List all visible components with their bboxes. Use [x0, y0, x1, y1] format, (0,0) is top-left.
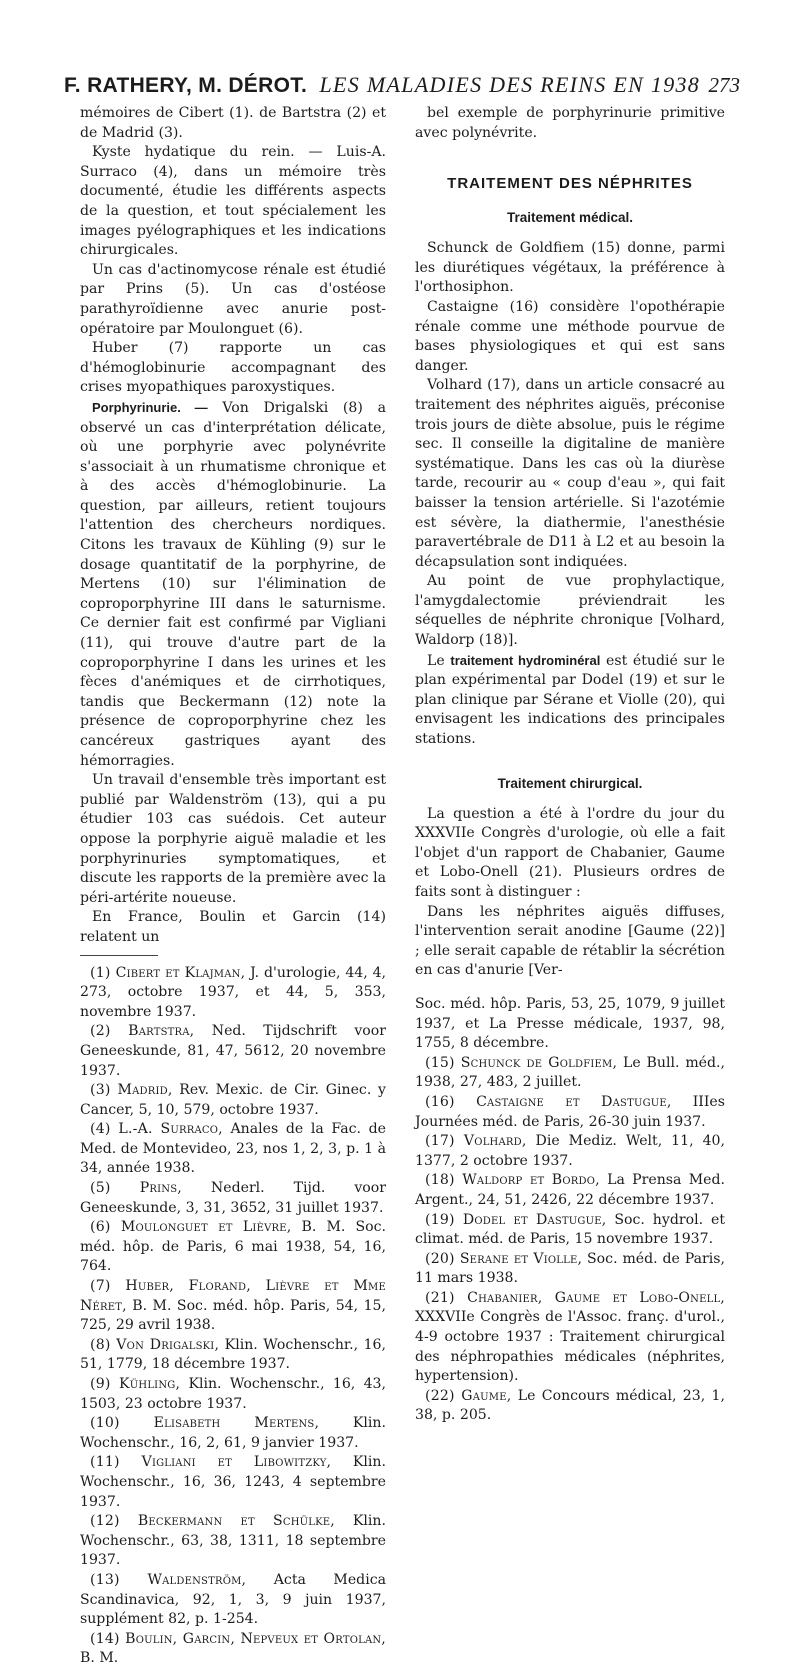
paragraph-prophylaxis: Au point de vue prophylactique, l'amygdalectomie préviendrait les séquelles de néphrite chronique [Volhard, Waldorp (18)]. [415, 573, 725, 649]
footnotes-left [80, 964, 386, 1669]
paragraph: mémoires de Cibert (1). de Bartstra (2) et de Madrid (3). [80, 105, 386, 141]
paragraph-waldenstrom: Un travail d'ensemble très important est publié par Waldenström (13), qui a pu étudier 103 cas suédois. Cet auteur oppose la porphyrie aiguë maladie et les porphyrinuries symptomatiques, et discute les rapports de la première avec la péri-artérite noueuse. [80, 772, 386, 906]
footnote: (12) Beckermann et Schülke, Klin. Wochenschr., 63, 38, 1311, 18 septembre 1937. [80, 1513, 386, 1569]
paragraph-volhard: Volhard (17), dans un article consacré au traitement des néphrites aiguës, préconise trois jours de diète absolue, puis le régime sec. Il conseille la digitaline de manière systématique. Dans les cas où la diurèse tarde, recourir au « coup d'eau », qui fait baisser la tension artérielle. Si l'azotémie est sévère, la diathermie, l'anesthésie paravertébrale de D11 à L2 et au besoin la décapsulation sont indiquées. [415, 377, 725, 570]
paragraph-hydromineral: Le traitement hydrominéral est étudié sur le plan expérimental par Dodel (19) et sur le plan clinique par Sérane et Violle (20), qui envisagent les indications des principales stations. [415, 652, 726, 748]
footnote: (18) Waldorp et Bordo, La Prensa Med. Argent., 24, 51, 2426, 22 décembre 1937. [415, 1172, 725, 1208]
footnote: (21) Chabanier, Gaume et Lobo-Onell, XXXVIIe Congrès de l'Assoc. franç. d'urol., 4-9 octobre 1937 : Traitement chirurgical des néphropathies médicales (néphrites, hypertension). [415, 1289, 725, 1385]
footnote: (15) Schunck de Goldfiem, Le Bull. méd., 1938, 27, 483, 2 juillet. [415, 1054, 726, 1091]
paragraph-schunck: Schunck de Goldfiem (15) donne, parmi les diurétiques végétaux, la préférence à l'orthosiphon. [415, 240, 725, 296]
header-title: LES MALADIES DES REINS EN 1938 [319, 72, 701, 97]
paragraph-huber: Huber (7) rapporte un cas d'hémoglobinurie accompagnant des crises myopathiques paroxystiques. [80, 340, 386, 396]
porphyrinurie-heading: Porphyrinurie. — [92, 399, 208, 415]
porphyrinurie-text: Von Drigalski (8) a observé un cas d'interprétation délicate, où une porphyrie avec polynévrite s'associait à un rhumatisme chronique et à des accès d'hémoglobinurie. La question, par ailleurs, retient toujours l'attention des chercheurs nordiques. Citons les travaux de Kühling (9) sur le dosage quantitatif de la porphyrine, de Mertens (10) sur l'élimination de coproporphyrine III dans le saturnisme. Ce dernier fait est confirmé par Vigliani (11), qui trouve d'autre part de la coproporphyrine I dans les urines et les fèces d'anémiques et de cirrhotiques, tandis que Beckermann (12) note la présence de coproporphyrine chez les cancéreux gastriques ayant des hémorragies. [80, 399, 386, 769]
footnote: (1) Cibert et Klajman, J. d'urologie, 44, 4, 273, octobre 1937, et 44, 5, 353, novembre 1937. [80, 964, 387, 1020]
paragraph-question: La question a été à l'ordre du jour du XXXVIIe Congrès d'urologie, où elle a fait l'objet d'un rapport de Chabanier, Gaume et Lobo-Onell (21). Plusieurs ordres de faits sont à distinguer : [415, 805, 725, 900]
footnote: (5) Prins, Nederl. Tijd. voor Geneeskunde, 3, 31, 3652, 31 juillet 1937. [80, 1180, 386, 1216]
footnote: (20) Serane et Violle, Soc. méd. de Paris, 11 mars 1938. [415, 1250, 726, 1287]
footnote: (8) Von Drigalski, Klin. Wochenschr., 16, 51, 1779, 18 décembre 1937. [80, 1336, 386, 1373]
left-column [80, 104, 386, 1669]
footnote: (14) Boulin, Garcin, Nepveux et Ortolan, B. M. [80, 1630, 386, 1667]
page-number: 273 [708, 73, 740, 97]
paragraph-kyste: Kyste hydatique du rein. — Luis-A. Surraco (4), dans un mémoire très documenté, étudie les différents aspects de la question, et tout spécialement les images pyélographiques et les indications chirurgicales. [80, 144, 386, 259]
paragraph-porphyria-example: bel exemple de porphyrinurie primitive avec polynévrite. [415, 105, 725, 141]
paragraph-actinomycose: Un cas d'actinomycose rénale est étudié par Prins (5). Un cas d'ostéose parathyroïdienne avec anurie post-opératoire par Moulonguet (6). [80, 261, 386, 337]
footnote: (11) Vigliani et Libowitzky, Klin. Wochenschr., 16, 36, 1243, 4 septembre 1937. [80, 1454, 386, 1510]
header-authors: F. RATHERY, M. DÉROT. [64, 74, 308, 97]
footnote: (4) L.-A. Surraco, Anales de la Fac. de Med. de Montevideo, 23, nos 1, 2, 3, p. 1 à 34, année 1938. [80, 1121, 387, 1177]
right-column [415, 104, 725, 1426]
footnote: (2) Bartstra, Ned. Tijdschrift voor Geneeskunde, 81, 47, 5612, 20 novembre 1937. [80, 1023, 387, 1079]
footnote: (3) Madrid, Rev. Mexic. de Cir. Ginec. y Cancer, 5, 10, 579, octobre 1937. [80, 1082, 386, 1118]
footnote: (22) Gaume, Le Concours médical, 23, 1, 38, p. 205. [415, 1387, 725, 1424]
footnote: (19) Dodel et Dastugue, Soc. hydrol. et climat. méd. de Paris, 15 novembre 1937. [415, 1211, 726, 1248]
footnote: (7) Huber, Florand, Lièvre et Mme Néret, B. M. Soc. méd. hôp. Paris, 54, 15, 725, 29 avril 1938. [80, 1278, 386, 1334]
subsection-title-medical: Traitement médical. [506, 210, 634, 226]
paragraph-castaigne: Castaigne (16) considère l'opothérapie rénale comme une méthode pourvue de bases physiologiques et qui est sans danger. [415, 298, 725, 374]
footnote: (10) Elisabeth Mertens, Klin. Wochenschr., 16, 2, 61, 9 janvier 1937. [80, 1415, 386, 1451]
footnote-divider [80, 955, 158, 956]
running-header [64, 72, 740, 99]
paragraph-diffuse: Dans les néphrites aiguës diffuses, l'intervention serait anodine [Gaume (22)] ; elle serait capable de rétablir la sécrétion en cas d'anurie [Ver- [415, 903, 725, 979]
paragraph-porphyrinurie [80, 398, 386, 771]
section-title: TRAITEMENT DES NÉPHRITES [447, 175, 693, 193]
footnote: (9) Kühling, Klin. Wochenschr., 16, 43, 1503, 23 octobre 1937. [80, 1376, 386, 1412]
footnote: (13) Waldenström, Acta Medica Scandinavica, 92, 1, 3, 9 juin 1937, supplément 82, p. 1-254. [80, 1571, 386, 1628]
hydromineral-bold: traitement hydrominéral [450, 652, 601, 668]
footnotes-right [415, 995, 725, 1426]
footnote: (6) Moulonguet et Lièvre, B. M. Soc. méd. hôp. de Paris, 6 mai 1938, 54, 16, 764. [80, 1219, 386, 1275]
footnote-continued: Soc. méd. hôp. Paris, 53, 25, 1079, 9 juillet 1937, et La Presse médicale, 1937, 98, 1755, 8 décembre. [415, 995, 725, 1052]
paragraph-boulin: En France, Boulin et Garcin (14) relatent un [80, 909, 386, 945]
footnote: (17) Volhard, Die Mediz. Welt, 11, 40, 1377, 2 octobre 1937. [415, 1133, 725, 1169]
subsection-title-surgical: Traitement chirurgical. [497, 775, 643, 791]
footnote: (16) Castaigne et Dastugue, IIIes Journées méd. de Paris, 26-30 juin 1937. [415, 1093, 725, 1130]
